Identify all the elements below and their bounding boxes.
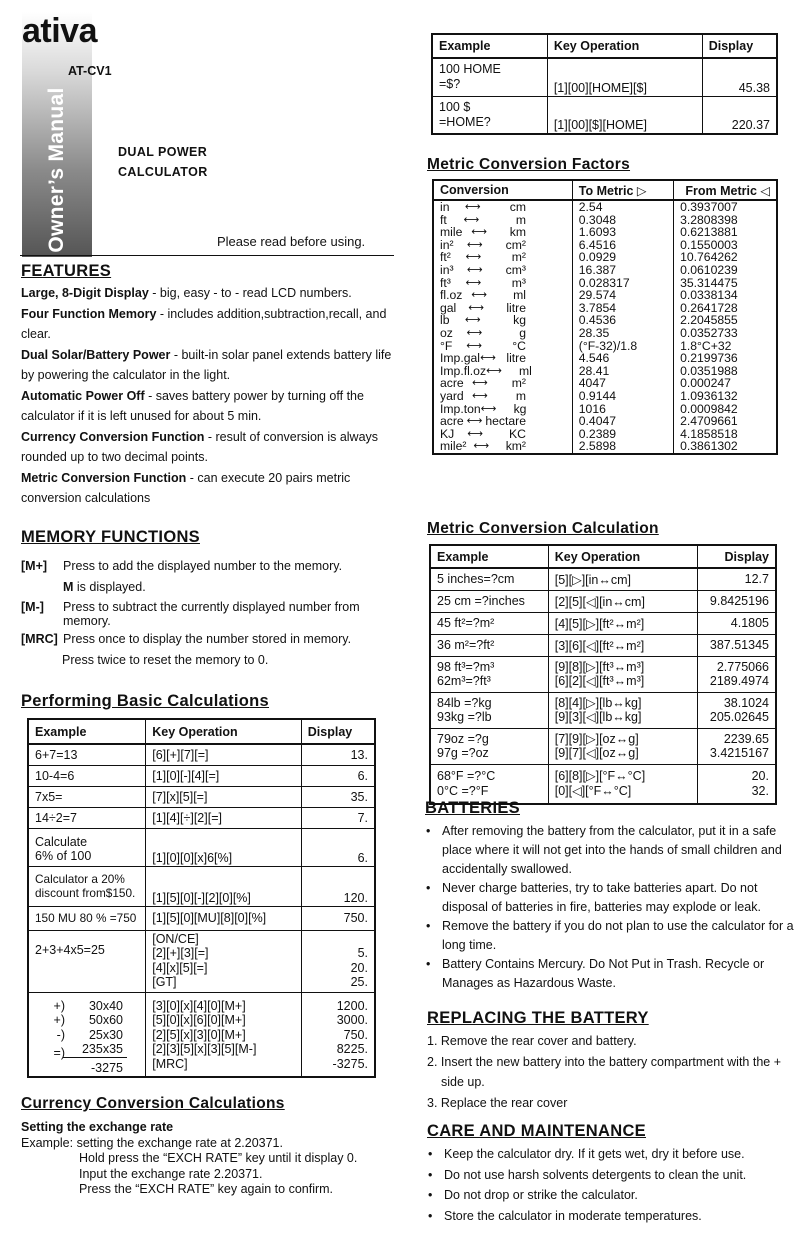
double-arrow-icon: ⟷ [467, 427, 483, 440]
features-list [21, 283, 397, 509]
table-row: in² ⟷ cm² 6.4516 0.1550003 [433, 239, 777, 252]
mplus-key: [M+] [21, 559, 48, 573]
double-arrow-icon: ⟷ [465, 276, 482, 289]
table-row: Imp.fl.oz ⟷ ml 28.41 0.0351988 [433, 365, 777, 378]
double-arrow-icon: ⟷ [465, 251, 482, 264]
double-arrow-icon: ⟷ [466, 339, 483, 352]
table-row: gal ⟷ litre 3.7854 0.2641728 [433, 302, 777, 315]
double-arrow-icon: ⟷ [468, 301, 485, 314]
feature-item: Dual Solar/Battery Power - built-in solar panel extends battery life by powering the calculator in the light. [21, 347, 392, 382]
features-heading: FEATURES [21, 262, 112, 280]
currency-table [431, 33, 778, 135]
feature-item: Automatic Power Off - saves battery power by turning off the calculator if it is left unused for about 5 min. [21, 388, 364, 423]
basic-calc-heading: Performing Basic Calculations [21, 692, 270, 710]
table-row: KJ ⟷ KC 0.2389 4.1858518 [433, 428, 777, 441]
double-arrow-icon: ⟷ [466, 238, 483, 251]
table-row: 25 cm =?inches [2][5][◁][in↔cm] 9.8425196 [430, 590, 776, 612]
double-arrow-icon: ⟷ [480, 402, 497, 415]
factors-table [432, 179, 778, 455]
metric-calc-heading: Metric Conversion Calculation [427, 520, 659, 537]
table-row: 2+3+4x5=25 [ON/CE] [2][+][3][=] [4][x][5][=] [GT] 5. 20. 25. [28, 930, 375, 992]
double-arrow-icon: ⟷ [471, 377, 488, 390]
table-row: in³ ⟷ cm³ 16.387 0.0610239 [433, 264, 777, 277]
double-arrow-icon: ⟷ [464, 314, 481, 327]
care-list [426, 1144, 796, 1226]
table-row: fl.oz ⟷ ml 29.574 0.0338134 [433, 289, 777, 302]
list-item: 1. Remove the rear cover and battery. [427, 1034, 637, 1048]
table-row: mile² ⟷ km² 2.5898 0.3861302 [433, 440, 777, 454]
replacing-heading: REPLACING THE BATTERY [427, 1009, 649, 1027]
table-row: 14÷2=7 [1][4][÷][2][=] 7. [28, 807, 375, 828]
divider [20, 255, 394, 256]
list-item: • Store the calculator in moderate temperatures. [426, 1206, 796, 1227]
list-item: • Keep the calculator dry. If it gets wet, dry it before use. [426, 1144, 796, 1165]
factors-heading: Metric Conversion Factors [427, 156, 631, 173]
table-row: yard ⟷ m 0.9144 1.0936132 [433, 390, 777, 403]
table-row: mile ⟷ km 1.6093 0.6213881 [433, 226, 777, 239]
list-item: • After removing the battery from the calculator, put it in a safe place where it will not get into the hands of small children and accidentally swallowed. [424, 822, 794, 879]
batteries-heading: BATTERIES [425, 799, 520, 817]
feature-item: Metric Conversion Function - can execute 20 pairs metric conversion calculations [21, 470, 351, 505]
col-header: Example [432, 34, 547, 58]
list-item: 2. Insert the new battery into the battery compartment with the + side up. [427, 1054, 782, 1089]
table-row: ft³ ⟷ m³ 0.028317 35.314475 [433, 277, 777, 290]
feature-item: Currency Conversion Function - result of conversion is always rounded up to two decimal points. [21, 429, 379, 464]
table-row: Calculator a 20% discount from$150. [1][5][0][-][2][0][%] 120. [28, 866, 375, 906]
col-header: To Metric ▷ [572, 180, 673, 200]
col-header: From Metric ◁ [674, 180, 777, 200]
mplus-desc: Press to add the displayed number to the memory. [63, 559, 343, 573]
metric-calc-table [429, 544, 777, 805]
table-row: °F ⟷ °C (°F-32)/1.8 1.8°C+32 [433, 340, 777, 353]
model-number: AT-CV1 [68, 64, 112, 78]
table-row: 100 HOME =$? [1][00][HOME][$] 45.38 [432, 58, 777, 96]
table-row: oz ⟷ g 28.35 0.0352733 [433, 327, 777, 340]
table-row: 84lb =?kg 93kg =?lb [8][4][▷][lb↔kg] [9][3][◁][lb↔kg] 38.1024 205.02645 [430, 692, 776, 728]
table-row: 98 ft³=?m³ 62m³=?ft³ [9][8][▷][ft³↔m³] [6][2][◁][ft³↔m³] 2.775066 2189.4974 [430, 656, 776, 692]
memory-functions: [M+] Press to add the displayed number to the memory. M is displayed. [M-] Press to subtract the currently displayed number from memory. [MRC] Press once to display the number stored in memory. Press twice to reset the memory to 0. [21, 556, 401, 670]
col-header: Display [697, 545, 776, 568]
feature-item: Four Function Memory - includes addition,subtraction,recall, and clear. [21, 306, 387, 341]
mrc-desc-2: Press twice to reset the memory to 0. [62, 652, 269, 667]
list-item: • Remove the battery if you do not plan to use the calculator for a long time. [424, 917, 794, 955]
currency-heading: Currency Conversion Calculations [21, 1095, 285, 1112]
col-header: Example [430, 545, 548, 568]
col-header: Display [702, 34, 777, 58]
list-item: • Do not drop or strike the calculator. [426, 1185, 796, 1206]
double-arrow-icon: ⟷ [473, 440, 490, 453]
table-row: 79oz =?g 97g =?oz [7][9][▷][oz↔g] [9][7][◁][oz↔g] 2239.65 3.4215167 [430, 728, 776, 764]
mminus-desc: Press to subtract the currently displayed number from memory. [63, 600, 360, 628]
table-row: Calculate 6% of 100 [1][0][0][x]6[%] 6. [28, 828, 375, 866]
table-row: acre ⟷ hectare 0.4047 2.4709661 [433, 415, 777, 428]
list-item: • Battery Contains Mercury. Do Not Put in Trash. Recycle or Manages as Hazardous Waste. [424, 955, 794, 993]
table-row: Imp.gal ⟷ litre 4.546 0.2199736 [433, 352, 777, 365]
batteries-list [424, 822, 794, 993]
owners-manual-label: Owner’s Manual [45, 87, 68, 253]
list-item: • Never charge batteries, try to take batteries apart. Do not disposal of batteries in fire, batteries may explode or leak. [424, 879, 794, 917]
col-header: Key Operation [146, 719, 302, 744]
mminus-key: [M-] [21, 600, 44, 614]
table-row: ft² ⟷ m² 0.0929 10.764262 [433, 251, 777, 264]
double-arrow-icon: ⟷ [471, 289, 488, 302]
table-row: in ⟷ cm 2.54 0.3937007 [433, 200, 777, 214]
table-row: lb ⟷ kg 0.4536 2.2045855 [433, 314, 777, 327]
double-arrow-icon: ⟷ [480, 352, 496, 365]
mrc-key: [MRC] [21, 632, 58, 646]
col-header: Conversion [433, 180, 572, 200]
list-item: 3. Replace the rear cover [427, 1095, 568, 1110]
col-header: Display [301, 719, 375, 744]
double-arrow-icon: ⟷ [466, 415, 483, 428]
double-arrow-icon: ⟷ [471, 389, 488, 402]
double-arrow-icon: ⟷ [466, 263, 483, 276]
table-row: 68°F =?°C 0°C =?°F [6][8][▷][°F↔°C] [0][◁][°F↔°C] 20. 32. [430, 764, 776, 804]
double-arrow-icon: ⟷ [463, 213, 480, 226]
col-header: Key Operation [548, 545, 697, 568]
replacing-list [427, 1031, 792, 1113]
basic-calc-table [27, 718, 376, 1078]
please-read-note: Please read before using. [217, 234, 366, 249]
care-heading: CARE AND MAINTENANCE [427, 1122, 646, 1140]
table-row: 36 m²=?ft² [3][6][◁][ft²↔m²] 387.51345 [430, 634, 776, 656]
double-arrow-icon: ⟷ [466, 326, 483, 339]
brand-logo: ativa [22, 12, 97, 50]
table-row: 45 ft²=?m² [4][5][▷][ft²↔m²] 4.1805 [430, 612, 776, 634]
table-row: ft ⟷ m 0.3048 3.2808398 [433, 214, 777, 227]
double-arrow-icon: ⟷ [486, 364, 502, 377]
memory-example-calc: +) +) -) =) 30x40 50x60 25x30 235x35 -3275 [43, 999, 139, 1076]
table-row: 100 $ =HOME? [1][00][$][HOME] 220.37 [432, 96, 777, 134]
table-row: 150 MU 80 % =750 [1][5][0][MU][8][0][%] 750. [28, 906, 375, 930]
table-row: +) +) -) =) 30x40 50x60 25x30 235x35 -3275 [3][0][x][4][0][M+] [5][0][x][6][0][M+] [2][5][x][3][0][M+] [2][3][5][x][3][5][M-] [MRC] 1200. 3000. 750. 8225. -3275. [28, 992, 375, 1077]
feature-item: Large, 8-Digit Display - big, easy - to - read LCD numbers. [21, 286, 352, 300]
col-header: Key Operation [547, 34, 702, 58]
col-header: Example [28, 719, 146, 744]
table-row: 6+7=13 [6][+][7][=] 13. [28, 744, 375, 765]
table-row: 5 inches=?cm [5][▷][in↔cm] 12.7 [430, 568, 776, 590]
currency-instructions: Setting the exchange rate Example: setting the exchange rate at 2.20371. Hold press the “EXCH RATE” key until it display 0. Input the exchange rate 2.20371. Press the “EXCH RATE” key again to confirm. [21, 1120, 358, 1196]
table-row: acre ⟷ m² 4047 0.000247 [433, 377, 777, 390]
double-arrow-icon: ⟷ [471, 226, 488, 239]
table-row: 7x5= [7][x][5][=] 35. [28, 786, 375, 807]
memory-heading: MEMORY FUNCTIONS [21, 528, 200, 546]
table-row: 10-4=6 [1][0][-][4][=] 6. [28, 765, 375, 786]
double-arrow-icon: ⟷ [464, 201, 481, 213]
mrc-desc: Press once to display the number stored in memory. [63, 632, 352, 646]
list-item: • Do not use harsh solvents detergents to clean the unit. [426, 1165, 796, 1186]
table-row: Imp.ton ⟷ kg 1016 0.0009842 [433, 403, 777, 416]
product-name: DUAL POWER CALCULATOR [118, 145, 208, 179]
